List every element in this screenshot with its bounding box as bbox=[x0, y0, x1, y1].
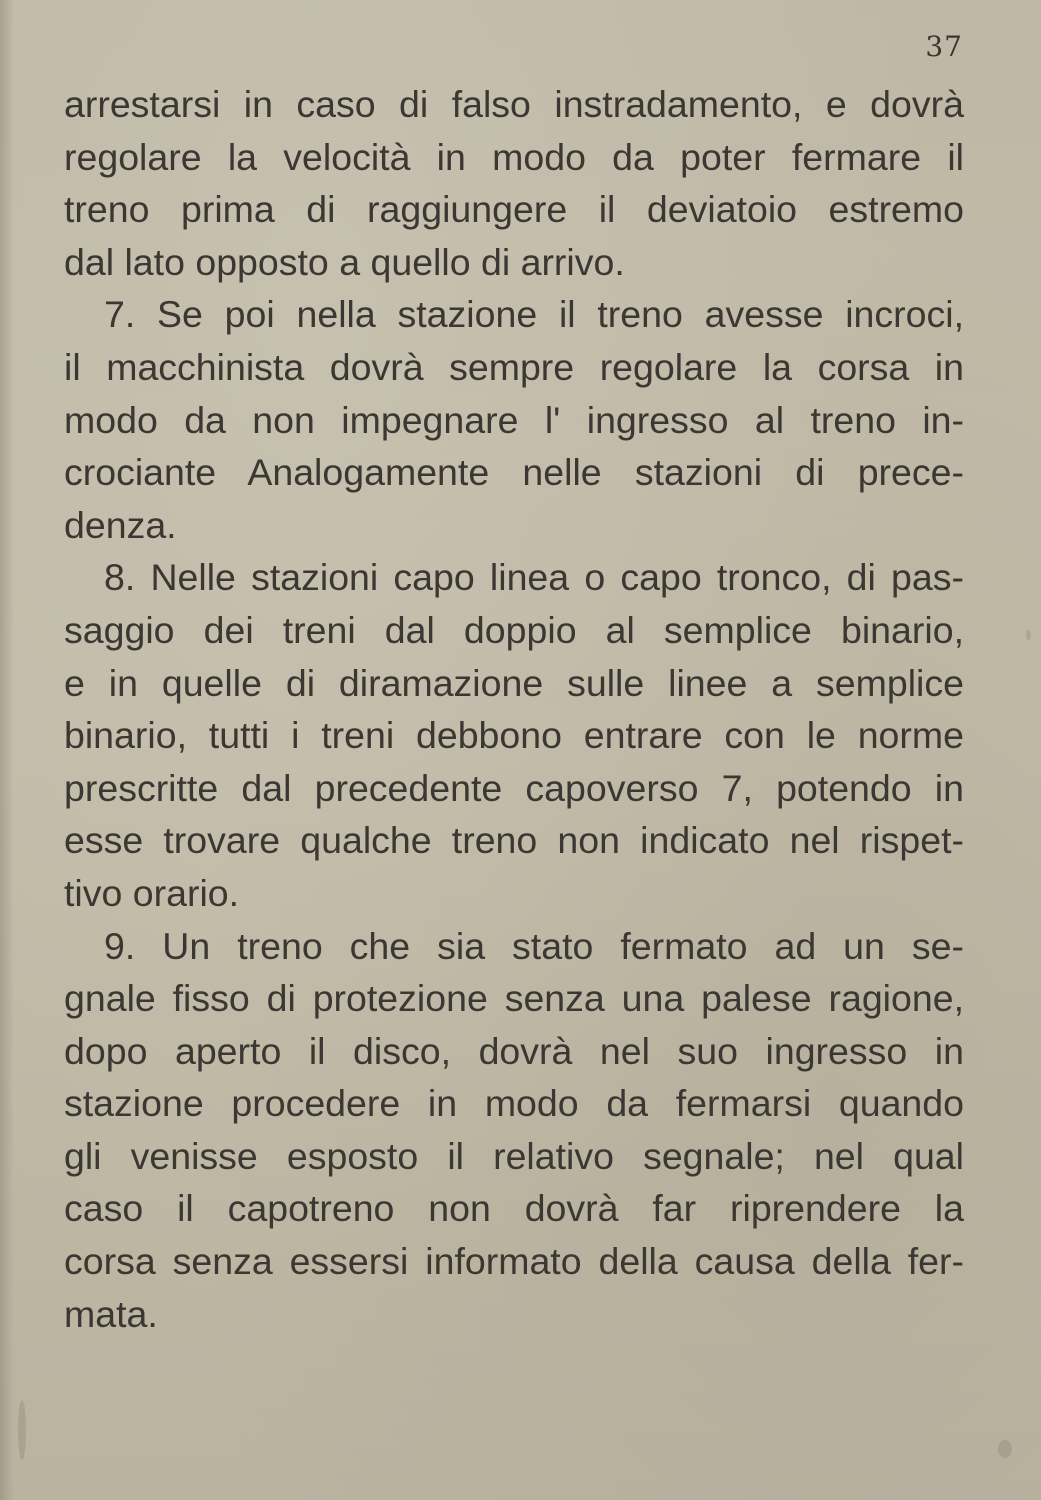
page-number: 37 bbox=[925, 30, 963, 63]
paper-stain bbox=[1026, 630, 1031, 640]
text-line: dopo aperto il disco, dovrà nel suo ingresso in bbox=[64, 1029, 964, 1072]
text-line: caso il capotreno non dovrà far riprendere la bbox=[64, 1187, 964, 1230]
text-line: e in quelle di diramazione sulle linee a semplice bbox=[64, 661, 964, 704]
text-line: 7. Se poi nella stazione il treno avesse incroci, bbox=[104, 293, 964, 336]
text-line: binario, tutti i treni debbono entrare con le norme bbox=[64, 714, 964, 757]
text-line: prescritte dal precedente capoverso 7, potendo in bbox=[64, 766, 964, 809]
paper-stain bbox=[998, 1440, 1012, 1458]
text-line: gnale fisso di protezione senza una palese ragione, bbox=[64, 977, 964, 1020]
text-line: treno prima di raggiungere il deviatoio estremo bbox=[64, 188, 964, 231]
text-line: denza. bbox=[64, 503, 177, 546]
text-line: il macchinista dovrà sempre regolare la corsa in bbox=[64, 345, 964, 388]
text-line: modo da non impegnare l' ingresso al treno in- bbox=[64, 398, 964, 441]
body-text bbox=[64, 78, 964, 1340]
text-line: arrestarsi in caso di falso instradamento, e dovrà bbox=[64, 83, 964, 125]
text-line: dal lato opposto a quello di arrivo. bbox=[64, 240, 625, 283]
text-line: 9. Un treno che sia stato fermato ad un se- bbox=[104, 924, 964, 967]
text-line: corsa senza essersi informato della causa della fer- bbox=[64, 1240, 964, 1283]
paper-stain bbox=[18, 1400, 26, 1460]
text-line: mata. bbox=[64, 1292, 158, 1335]
text-line: stazione procedere in modo da fermarsi quando bbox=[64, 1082, 964, 1125]
text-line: tivo orario. bbox=[64, 871, 240, 914]
text-line: gli venisse esposto il relativo segnale; nel qual bbox=[64, 1134, 964, 1177]
text-line: esse trovare qualche treno non indicato nel rispet- bbox=[64, 819, 964, 862]
text-line: saggio dei treni dal doppio al semplice binario, bbox=[64, 608, 964, 651]
page-edge-shadow bbox=[0, 0, 14, 1500]
text-line: regolare la velocità in modo da poter fermare il bbox=[64, 135, 964, 178]
text-line: crociante Analogamente nelle stazioni di prece- bbox=[64, 451, 964, 494]
text-line: 8. Nelle stazioni capo linea o capo tronco, di pas- bbox=[104, 556, 964, 599]
